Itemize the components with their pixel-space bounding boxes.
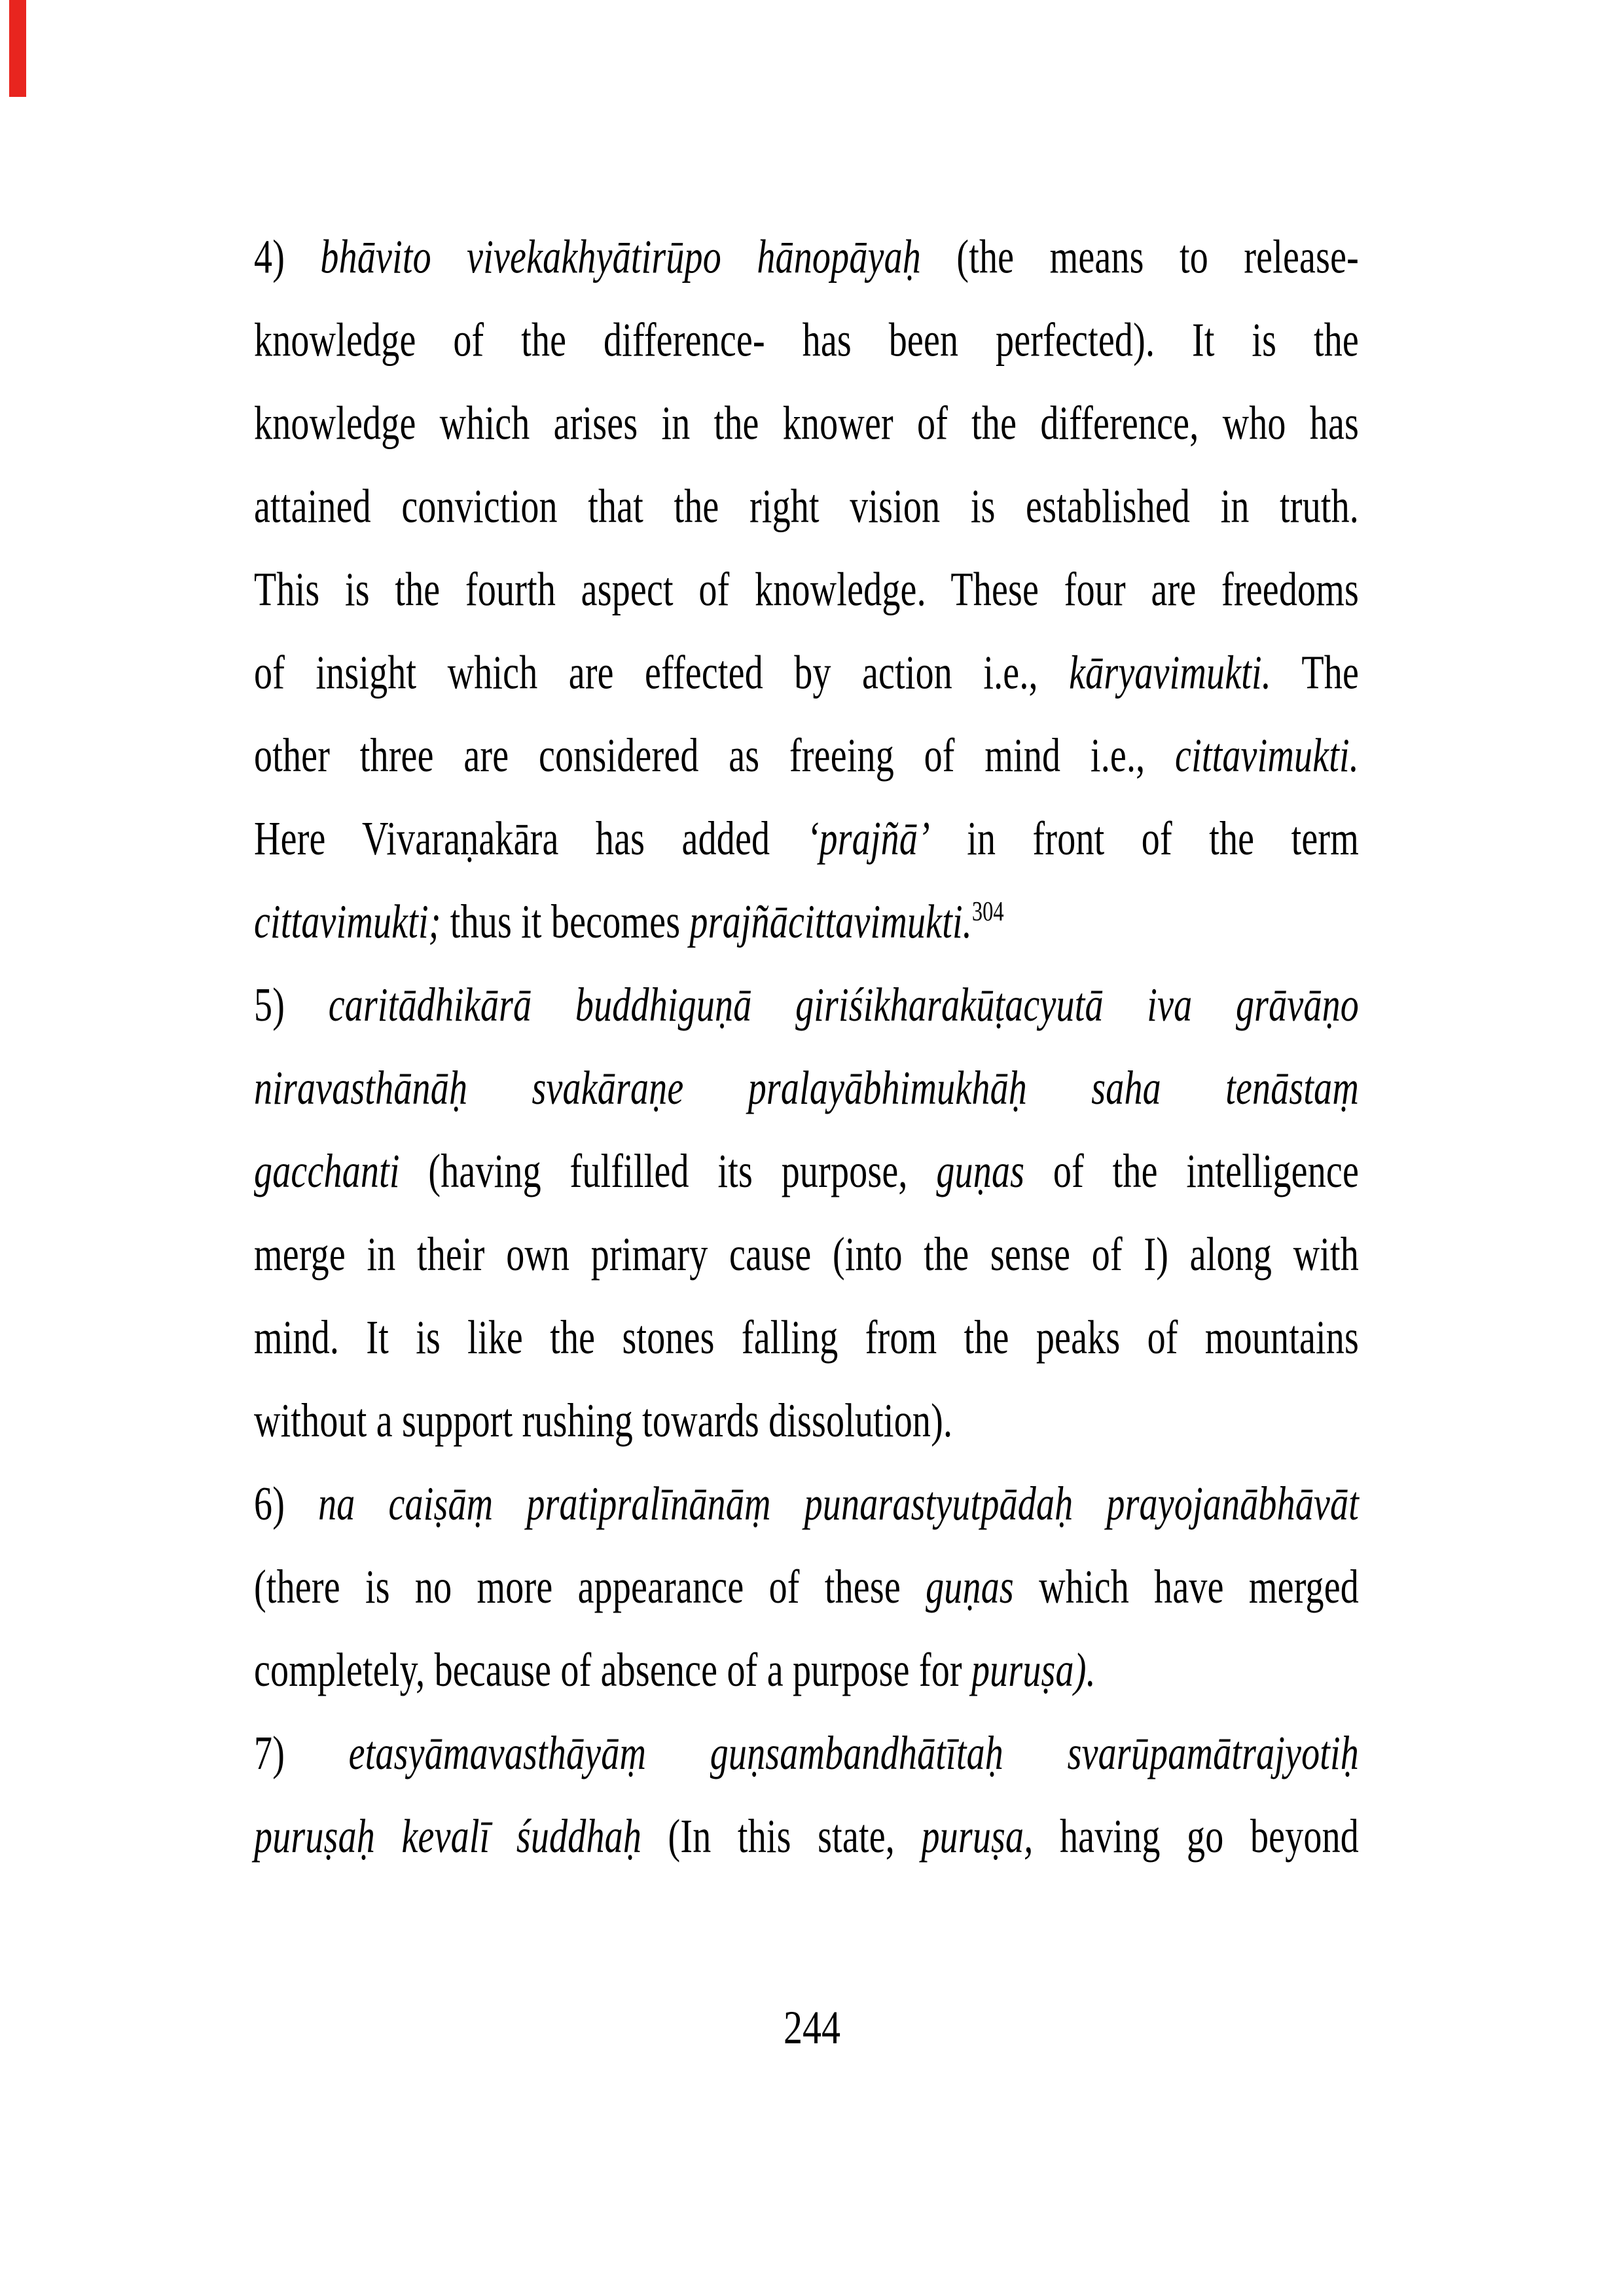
italic-text-segment: prajñācittavimukti. [689,896,972,949]
italic-text-segment: cittavimukti. [1175,729,1359,783]
text-segment: 4) [254,230,321,284]
italic-text-segment: kāryavimukti. [1069,646,1272,700]
text-line [254,1783,1359,1891]
text-segment: The [1271,646,1359,700]
italic-text-segment: puruṣa, [921,1810,1034,1864]
text-segment: 5) [254,979,329,1032]
text-segment: having go beyond [1033,1810,1359,1864]
bookmark-ribbon [9,0,26,97]
text-segment: in front of the term [929,812,1359,866]
text-block [254,216,1359,1879]
italic-text-segment: guṇas [936,1145,1053,1199]
text-segment: (having fulfilled its purpose, [428,1145,937,1199]
text-segment: 6) [254,1478,319,1531]
italic-text-segment: caritādhikārā buddhiguṇā giriśikharakūṭacyutā iva grāvāṇo [328,979,1359,1032]
text-segment: without a support rushing towards dissolution). [254,1394,953,1448]
italic-text-segment: bhāvito vivekakhyātirūpo hānopāyaḥ [320,230,957,284]
text-segment: merge in their own primary cause (into the sense of I) along with [254,1228,1359,1282]
text-segment: knowledge which arises in the knower of the difference, who has [254,397,1359,450]
italic-text-segment: cittavimukti; [254,896,441,949]
text-segment: (In this state, [668,1810,922,1864]
text-segment: other three are considered as freeing of mind i.e., [254,729,1176,783]
italic-text-segment: na caiṣāṃ pratipralīnānāṃ punarastyutpādaḥ prayojanābhāvāt [318,1478,1359,1531]
italic-text-segment: gacchanti [254,1145,429,1199]
italic-text-segment: puruṣa). [971,1644,1096,1698]
text-segment: (the means to release- [956,230,1360,284]
text-segment: which have merged [1039,1561,1359,1614]
text-segment: thus it becomes [441,896,690,949]
italic-text-segment: guṇas [926,1561,1039,1614]
page-number: 244 [784,2000,840,2054]
text-segment: 7) [254,1727,349,1781]
text-segment: completely, because of absence of a purpose for [254,1644,971,1698]
italic-text-segment: etasyāmavasthāyāṃ guṇsambandhātītaḥ svarūpamātrajyotiḥ [348,1727,1359,1781]
text-segment: (there is no more appearance of these [254,1561,926,1614]
italic-text-segment: niravasthānāḥ svakāraṇe pralayābhimukhāḥ saha tenāstaṃ [254,1062,1359,1116]
footnote-reference: 304 [971,896,1004,928]
italic-text-segment: puruṣaḥ kevalī śuddhaḥ [254,1810,668,1864]
text-segment: of the intelligence [1053,1145,1360,1199]
text-segment: of insight which are effected by action i.e., [254,646,1070,700]
text-segment: knowledge of the difference- has been perfected). It is the [254,314,1359,367]
text-segment: This is the fourth aspect of knowledge. These four are freedoms [254,563,1359,617]
text-segment: Here Vivaraṇakāra has added [254,812,807,866]
italic-text-segment: ‘prajñā’ [806,812,930,866]
text-segment: mind. It is like the stones falling from the peaks of mountains [254,1311,1359,1365]
text-segment: attained conviction that the right vision is established in truth. [254,480,1359,534]
